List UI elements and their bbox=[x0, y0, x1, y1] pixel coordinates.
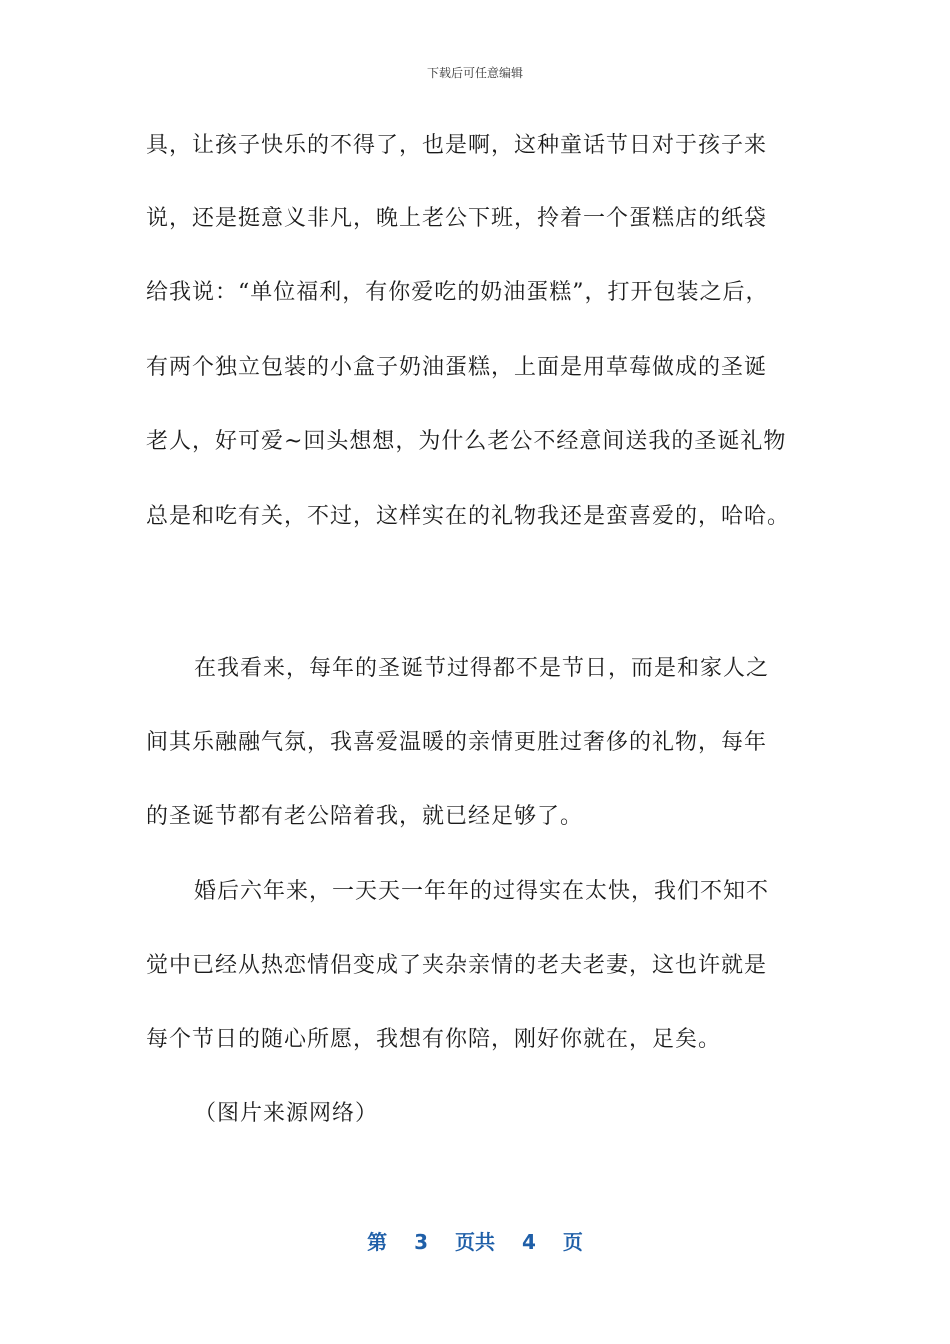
image-source-note: （图片来源网络） bbox=[194, 1101, 379, 1126]
current-page-number: 3 bbox=[414, 1230, 429, 1254]
text-line: 的圣诞节都有老公陪着我，就已经足够了。 bbox=[146, 804, 584, 829]
text-line: 说，还是挺意义非凡，晚上老公下班，拎着一个蛋糕店的纸袋 bbox=[146, 206, 768, 231]
page-number-footer bbox=[0, 1226, 950, 1255]
text-line: 每个节日的随心所愿，我想有你陪，刚好你就在，足矣。 bbox=[146, 1027, 722, 1052]
text-line: 婚后六年来，一天天一年年的过得实在太快，我们不知不 bbox=[194, 879, 770, 904]
text-line: 觉中已经从热恋情侣变成了夹杂亲情的老夫老妻，这也许就是 bbox=[146, 953, 768, 978]
total-page-number: 4 bbox=[521, 1230, 536, 1254]
text-line: 具，让孩子快乐的不得了，也是啊，这种童话节日对于孩子来 bbox=[146, 133, 768, 158]
text-line: 有两个独立包装的小盒子奶油蛋糕，上面是用草莓做成的圣诞 bbox=[146, 355, 768, 380]
text-line: 老人，好可爱~回头想想，为什么老公不经意间送我的圣诞礼物 bbox=[146, 429, 787, 454]
footer-label-di: 第 bbox=[367, 1230, 388, 1254]
footer-label-ye-gong: 页共 bbox=[455, 1230, 495, 1254]
text-line: 总是和吃有关，不过，这样实在的礼物我还是蛮喜爱的，哈哈。 bbox=[146, 504, 791, 529]
header-note: 下载后可任意编辑 bbox=[426, 66, 523, 80]
text-line: 间其乐融融气氛，我喜爱温暖的亲情更胜过奢侈的礼物，每年 bbox=[146, 730, 768, 755]
footer-label-ye: 页 bbox=[562, 1230, 583, 1254]
text-line: 给我说：“单位福利，有你爱吃的奶油蛋糕”，打开包装之后， bbox=[146, 280, 769, 305]
text-line: 在我看来，每年的圣诞节过得都不是节日，而是和家人之 bbox=[194, 656, 770, 681]
